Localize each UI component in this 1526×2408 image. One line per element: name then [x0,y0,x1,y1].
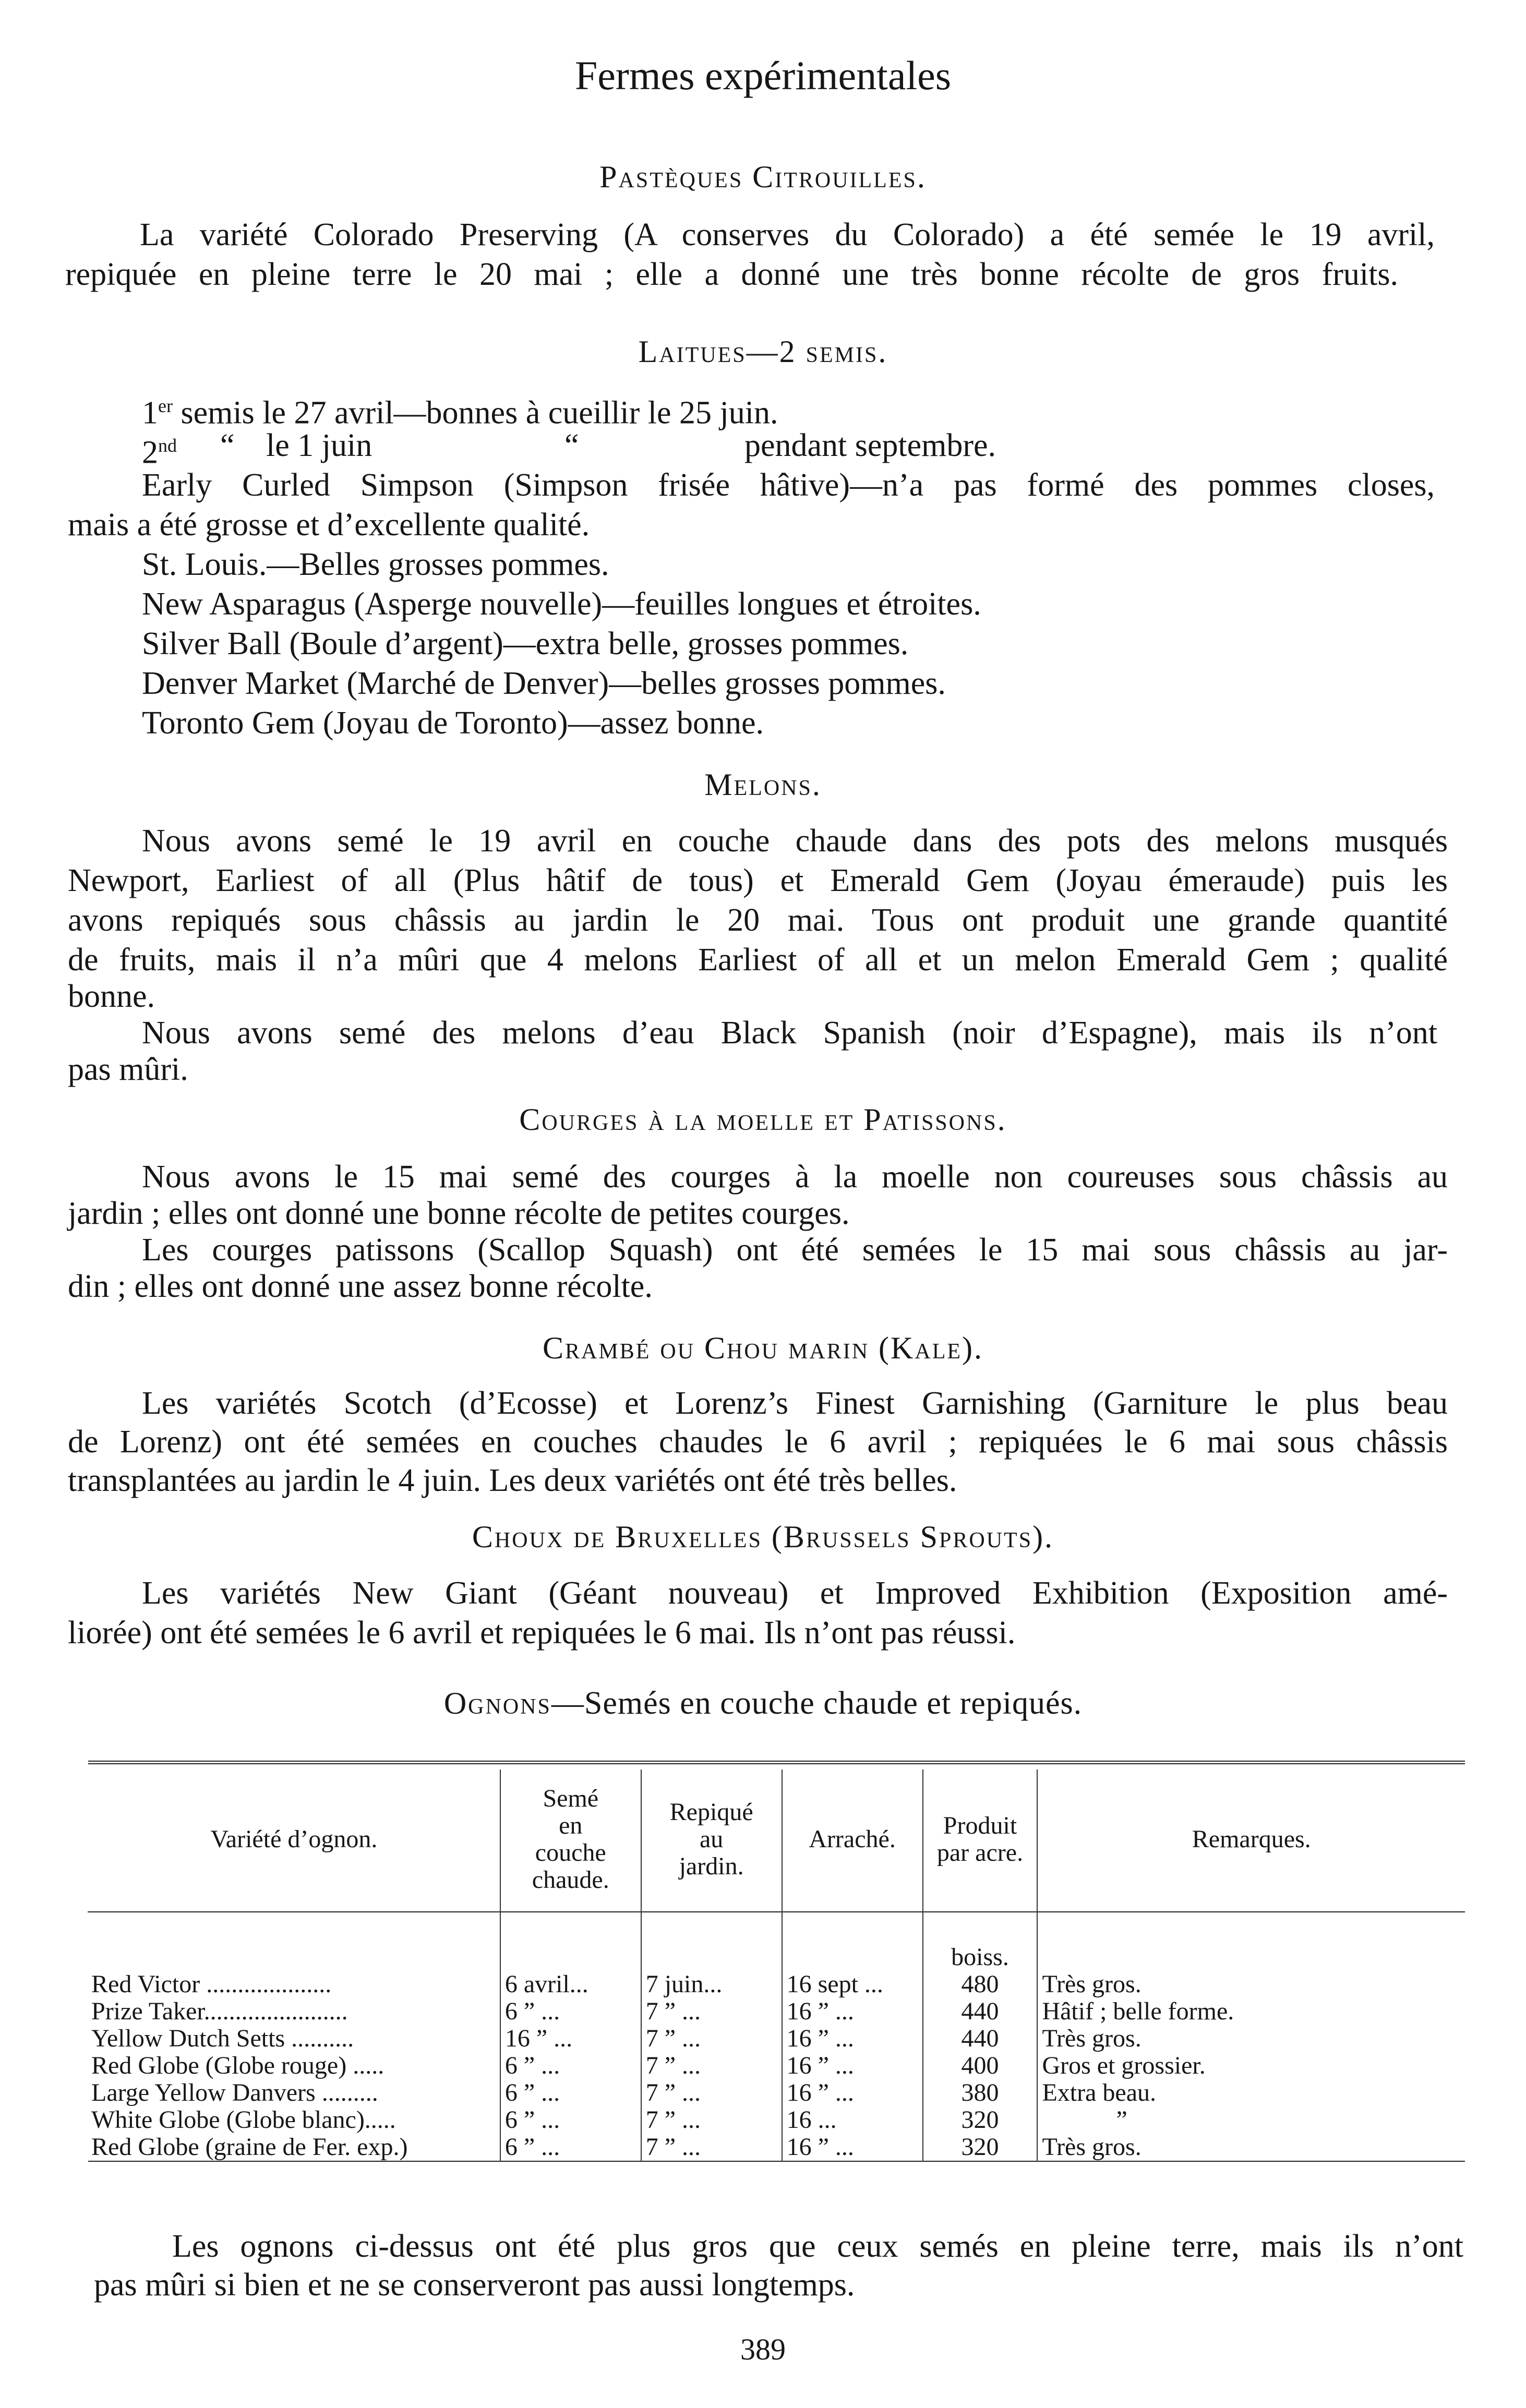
cell-produit: 320 [923,2134,1038,2161]
semis-2-date: le 1 juin [266,428,373,463]
cell-seme: 16 ” ... [500,2025,641,2052]
header-seme-text: Semé en couche chaude. [532,1785,609,1894]
melons-line-3: avons repiqués sous châssis au jardin le 20 mai. Tous ont produit une grande quantité [68,902,1448,938]
heading-laitues [0,334,1526,370]
cell-repique: 7 ” ... [641,2079,782,2106]
table-row [88,2106,1465,2134]
header-seme [500,1769,641,1912]
laitues-line-2: mais a été grosse et d’excellente qualité. [68,507,590,543]
semis-2-ordinal-suffix: nd [158,435,177,456]
heading-ognons-sc: Ognons [443,1686,551,1720]
courges-line-1: Nous avons le 15 mai semé des courges à la moelle non coureuses sous châssis au [142,1159,1448,1195]
cell-remarques: ” [1037,2106,1465,2134]
laitues-line-1: Early Curled Simpson (Simpson frisée hâtive)—n’a pas formé des pommes closes, [142,467,1435,503]
cell-repique: 7 juin... [641,1971,782,1998]
melons-line-6: Nous avons semé des melons d’eau Black Spanish (noir d’Espagne), mais ils n’ont [142,1015,1437,1051]
heading-ognons-rest: —Semés en couche chaude et repiqués. [551,1685,1083,1721]
table-row [88,2025,1465,2052]
cell-seme: 6 ” ... [500,2052,641,2079]
cell-produit: 320 [923,2106,1038,2134]
heading-choux-text: Choux de Bruxelles (Brussels Sprouts). [472,1520,1054,1554]
header-variete-text: Variété d’ognon. [210,1825,378,1853]
header-remarques [1037,1769,1465,1912]
cell-arrache: 16 ” ... [782,2079,923,2106]
semis-2-ordinal: 2 [142,435,158,471]
courges-line-4: din ; elles ont donné une assez bonne récolte. [68,1269,653,1304]
table-row [88,2052,1465,2079]
cell-remarques: Gros et grossier. [1037,2052,1465,2079]
ognons-closing-line-1: Les ognons ci-dessus ont été plus gros que ceux semés en pleine terre, mais ils n’ont [172,2229,1463,2264]
header-arrache [782,1769,923,1912]
choux-line-2: liorée) ont été semées le 6 avril et repiquées le 6 mai. Ils n’ont pas réussi. [68,1615,1016,1651]
cell-arrache: 16 ... [782,2106,923,2134]
cell-repique: 7 ” ... [641,2134,782,2161]
cell-produit: 440 [923,1998,1038,2025]
semis-1-ordinal-suffix: er [158,395,173,416]
header-arrache-text: Arraché. [809,1825,896,1853]
semis-2-ditto-2: “ [564,428,579,463]
cell-repique: 7 ” ... [641,1998,782,2025]
heading-crambe-text: Crambé ou Chou marin (Kale). [543,1331,983,1365]
melons-line-4: de fruits, mais il n’a mûri que 4 melons Earliest of all et un melon Emerald Gem ; qualité [68,942,1448,978]
semis-1-ordinal: 1 [142,395,158,431]
ognons-closing-line-2: pas mûri si bien et ne se conserveront pas aussi longtemps. [94,2267,855,2303]
courges-line-3: Les courges patissons (Scallop Squash) ont été semées le 15 mai sous châssis au jar- [142,1232,1448,1268]
pasteques-line-2: repiquée en pleine terre le 20 mai ; elle a donné une très bonne récolte de gros fruits. [65,257,1398,292]
cell-seme: 6 ” ... [500,2079,641,2106]
cell-remarques: Très gros. [1037,2134,1465,2161]
semis-2-period: pendant septembre. [744,428,996,463]
header-repique [641,1769,782,1912]
cell-remarques: Très gros. [1037,1971,1465,1998]
cell-remarques: Extra beau. [1037,2079,1465,2106]
cell-arrache: 16 sept ... [782,1971,923,1998]
table-row [88,2134,1465,2161]
heading-ognons [0,1685,1526,1722]
heading-laitues-text: Laitues—2 semis. [638,334,888,369]
cell-variety: Red Victor .................... [91,1970,332,1998]
unit-label: boiss. [923,1912,1038,1971]
crambe-line-1: Les variétés Scotch (d’Ecosse) et Lorenz’s Finest Garnishing (Garniture le plus beau [142,1386,1448,1421]
header-produit [923,1769,1038,1912]
choux-line-1: Les variétés New Giant (Géant nouveau) et Improved Exhibition (Exposition amé- [142,1575,1448,1611]
cell-variety: Yellow Dutch Setts .......... [91,2025,354,2052]
cell-seme: 6 ” ... [500,2106,641,2134]
table-top-rule [88,1763,1465,1770]
cell-variety: Large Yellow Danvers ......... [91,2079,378,2106]
header-repique-text: Repiqué au jardin. [669,1798,753,1880]
heading-courges [0,1102,1526,1138]
laitues-line-5: Silver Ball (Boule d’argent)—extra belle, grosses pommes. [142,626,909,661]
heading-pasteques [0,159,1526,195]
header-remarques-text: Remarques. [1192,1825,1311,1853]
melons-line-2: Newport, Earliest of all (Plus hâtif de tous) et Emerald Gem (Joyau émeraude) puis les [68,863,1448,898]
cell-variety: Prize Taker....................... [91,1997,348,2025]
courges-line-2: jardin ; elles ont donné une bonne récolte de petites courges. [68,1196,850,1231]
header-produit-text: Produit par acre. [936,1812,1024,1867]
page-number: 389 [740,2332,786,2366]
cell-seme: 6 ” ... [500,2134,641,2161]
cell-arrache: 16 ” ... [782,2134,923,2161]
melons-line-7: pas mûri. [68,1052,188,1087]
cell-produit: 400 [923,2052,1038,2079]
cell-repique: 7 ” ... [641,2052,782,2079]
cell-remarques: Hâtif ; belle forme. [1037,1998,1465,2025]
pasteques-line-1: La variété Colorado Preserving (A conserves du Colorado) a été semée le 19 avril, [140,217,1435,252]
heading-choux [0,1519,1526,1555]
cell-variety: Red Globe (Globe rouge) ..... [91,2052,384,2079]
cell-repique: 7 ” ... [641,2025,782,2052]
cell-variety: White Globe (Globe blanc)..... [91,2106,396,2134]
cell-produit: 480 [923,1971,1038,1998]
cell-remarques: Très gros. [1037,2025,1465,2052]
running-head: Fermes expérimentales [574,53,952,98]
heading-crambe [0,1330,1526,1366]
heading-melons-text: Melons. [704,767,822,802]
header-variete [88,1769,500,1912]
semis-1-text: semis le 27 avril—bonnes à cueillir le 25 juin. [172,395,778,431]
table-bottom-rule [88,2161,1465,2209]
crambe-line-2: de Lorenz) ont été semées en couches chaudes le 6 avril ; repiquées le 6 mai sous châssis [68,1424,1448,1460]
table-row [88,2079,1465,2106]
cell-repique: 7 ” ... [641,2106,782,2134]
cell-variety: Red Globe (graine de Fer. exp.) [91,2133,408,2161]
melons-line-5: bonne. [68,979,155,1014]
cell-seme: 6 ” ... [500,1998,641,2025]
cell-arrache: 16 ” ... [782,2025,923,2052]
laitues-line-4: New Asparagus (Asperge nouvelle)—feuilles longues et étroites. [142,586,981,622]
heading-pasteques-text: Pastèques Citrouilles. [599,160,927,194]
cell-seme: 6 avril... [500,1971,641,1998]
table-row [88,1998,1465,2025]
crambe-line-3: transplantées au jardin le 4 juin. Les deux variétés ont été très belles. [68,1463,957,1498]
cell-arrache: 16 ” ... [782,2052,923,2079]
laitues-line-7: Toronto Gem (Joyau de Toronto)—assez bonne. [142,705,764,741]
cell-produit: 440 [923,2025,1038,2052]
laitues-line-6: Denver Market (Marché de Denver)—belles grosses pommes. [142,666,946,701]
heading-courges-text: Courges à la moelle et Patissons. [519,1102,1007,1137]
ognons-table [88,1761,1465,2209]
cell-produit: 380 [923,2079,1038,2106]
cell-arrache: 16 ” ... [782,1998,923,2025]
table-row [88,1971,1465,1998]
heading-melons [0,767,1526,803]
laitues-line-3: St. Louis.—Belles grosses pommes. [142,547,609,582]
semis-2-ditto: “ [220,428,235,463]
melons-line-1: Nous avons semé le 19 avril en couche chaude dans des pots des melons musqués [142,823,1448,859]
